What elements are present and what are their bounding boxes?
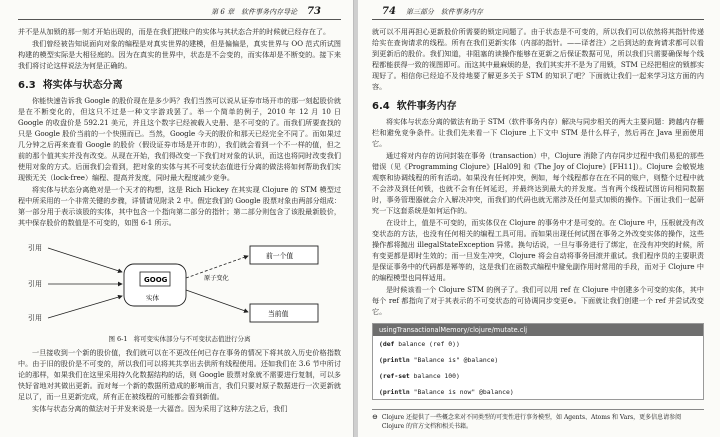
paragraph: 是时候该看一个 Clojure STM 的例子了。我们可以用 ref 在 Clojure 中创建多个可变的实体，其中每个 ref 都指向了对于其表示的不可变状态的可协调同步变更⊖。下面就让我们创建一个 ref 并尝试改变它。 (372, 285, 704, 316)
code-listing (372, 323, 704, 400)
footnote (372, 409, 704, 431)
left-page (0, 0, 354, 437)
old-value-label: 前一个值 (266, 252, 294, 260)
ref-label-3: 引用 (28, 314, 42, 322)
code-line: (println "Balance is now" @balance) (379, 388, 514, 396)
paragraph: 将实体与状态分离绝对是一个天才的构想，这是 Rich Hickey 在其实现 Clojure 的 STM 模型过程中所采用的一个非常关键的步骤，详情请见附录 2 中。假定我们的 Google 股票对象由两部分组成：第一部分用于表示该股的实体，其中包含一个指向第二部分的指针；第二部分则包含了该股最新股价，其中保存股价的数值是不可变的，如图 6-1 所示。 (18, 185, 341, 227)
atomic-change-label: 原子变化 (204, 275, 229, 282)
section-heading (372, 97, 704, 112)
paragraph: 你能快速告诉我 Google 的股价现在是多少吗？我们当然可以说从证券市场开市的那一刻起股价就是在不断变化的，但这只不过是一种文字游戏罢了。举一个简单的例子，2010 年 12 月 10 日 Google 的收盘价是 592.21 美元，并且这个数字已经被载入史册、是不可变的了。而我们所要查找的只是 Google 股价当前的一个快照而已。当然，Google 今天的股价和那天已经完全不同了。而如果过几分钟之后再来查看 Google 的股价（假设证券市场是开市的），我们就会看到一个不一样的值，但之前的那个值其实并没有改变。从现在开始，我们得改变一下我们对对象的认识，而这也将同时改变我们使用对象的方式。后面我们会看到，把对象的实体与其不可变状态值进行分离的做法将如何帮助我们实现锁无关（lock-free）编程、提高并发度，同时最大程度减少竞争。 (18, 96, 341, 182)
paragraph: 在设计上，值是不可变的，而实体仅在 Clojure 的事务中才是可变的。在 Clojure 中，压根就没有改变状态的方法，也没有任何相关的编程工具可用。而如果出现任何试图在事务之外改变实体的操作，这些操作都将抛出 illegalStateException 异常。换句话说，一旦与事务进行了绑定，在没有冲突的时候，所有变更都是即时生效的；而一旦发生冲突，Clojure 将会自动将事务回滚并重试。我们程序员的主要职责是保证事务中的代码都是幂等的，这是我们在函数式编程中避免副作用时常用的手段，而对于 Clojure 中的编程模型也同样适用。 (372, 218, 704, 282)
left-chapter-title: 第 6 章 软件事务内存导论 (211, 8, 298, 16)
right-page (358, 0, 720, 437)
left-running-header (18, 6, 341, 20)
code-line: (ref-set balance 100) (379, 372, 460, 380)
entity-label: 实体 (146, 294, 159, 302)
paragraph: 并不是从加锁的那一刻才开始出现的，而是在我们把账户的实体与其状态合并的时候就已经存在了。 (18, 27, 331, 36)
paragraph: 通过将对内存的访问封装在事务（transaction）中，Clojure 消除了内存同步过程中我们易犯的那些错误（见《Programming Clojure》[Hal09] 和《The Joy of Clojure》[FH11]）。Clojure 会敏锐地观察和协调线程的所有活动。如果没有任何冲突，例如，每个线程都存在在不同的账户，则整个过程中就不会涉及到任何锁，也就不会有任何延迟，并最终达到最大的并发度。当有两个线程试图访问相同数据时，事务管理器就会介入解决冲突，而我们的代码也就无需涉及任何显式加锁的操作。下面让我们一起研究一下这套系统是如何运作的。 (372, 151, 704, 215)
arrow-icon (186, 290, 248, 312)
figure-6-1-diagram (18, 232, 342, 332)
right-part-title: 第三部分 软件事务内存 (405, 8, 483, 16)
entity-name: GOOG (144, 276, 168, 284)
section-heading (18, 76, 341, 91)
section-title: 软件事务内存 (396, 101, 457, 112)
code-line: (def balance (ref 0)) (379, 340, 460, 348)
figure-caption-text: 将可变实体部分与不可变状态值进行分离 (133, 335, 251, 343)
right-running-header (372, 6, 704, 20)
current-value-label: 当前值 (268, 310, 289, 318)
footnote-mark: ⊖ (372, 413, 378, 421)
code-file-path: usingTransactionalMemory/clojure/mutate.clj (373, 324, 703, 336)
paragraph: 就可以不用再担心更新股价所需要的锁定问题了。由于状态是不可变的，所以我们可以依然将其指针传递给实在查询请求的线程。所有在我们更新实体（内部的指针。——译者注）之后到达的查询请求都可以看到更新后的股价。我们知道，非阻塞的读操作能够在更新之后保证数据可见，所以我们只需要确保每个线程都能获得一致的视图即可。而这其中最麻烦的是，我们其实并不是为了用锁，STM 已经把相应的锁都实现好了。相信你已经迫不及待地要了解更多关于 STM 的知识了吧？下面就让我们一起来学习这方面的内容。 (372, 27, 704, 91)
footnote-text: Clojure 还提供了一些概念来对不同类型的可变性进行事务模型，如 Agents、Atoms 和 Vars，更多信息请参阅 Clojure 的官方文档和相关书籍。 (381, 414, 682, 430)
section-number: 6.3 (18, 80, 36, 91)
figure-caption-number: 图 6-1 (108, 335, 128, 343)
arrow-icon (48, 248, 122, 272)
ref-label-2: 引用 (28, 280, 42, 288)
ref-label-1: 引用 (28, 244, 42, 252)
paragraph: 我们曾经被告知说面向对象的编程是对真实世界的建模，但是偏偏是，真实世界与 OO 范式所试图构建的模型实际是大相径庭的。因为在真实的世界中，状态是不会变的，而实体却是不断变的。接下来我们将讨论这样说法为何是正确的。 (18, 39, 341, 70)
paragraph: 实体与状态分离的做法对于并发来说是一大福音。因为采用了这种方法之后，我们 (32, 404, 288, 413)
figure-6-1 (18, 232, 341, 332)
section-title: 将实体与状态分离 (42, 80, 123, 91)
code-line: (println "Balance is" @balance) (379, 356, 499, 364)
left-page-number: 73 (307, 6, 321, 17)
figure-caption (18, 334, 341, 343)
paragraph: 将实体与状态分离的做法有助于 STM（软件事务内存）解决与同步相关的两大主要问题：跨越内存栅栏和避免竞争条件。让我们先来看一下 Clojure 上下文中 STM 是什么样子，然后再在 Java 里面使用它。 (372, 117, 704, 148)
arrow-icon (48, 296, 122, 318)
section-number: 6.4 (372, 101, 390, 112)
code-body (373, 336, 703, 399)
paragraph: 一旦接收到一个新的股价值，我们就可以在不更改任何已存在事务的情况下将其放入历史价格指数中。由于旧的股价是不可变的，所以我们可以将其共享出去供所有线程使用。还如我们在 3.6 节中所讨论的那样，如果我们在这里采用持久化数据结构的话，则 Google 股票对象就不需要进行复制，可以多快好省地对其做出更新。而对每一个新的数据所造成的影响而言，我们只要对原子数据进行一次更新就足以了，而一旦更新完成，所有正在被线程的可能都会看到新值。 (18, 348, 341, 401)
right-page-number: 74 (382, 6, 396, 17)
